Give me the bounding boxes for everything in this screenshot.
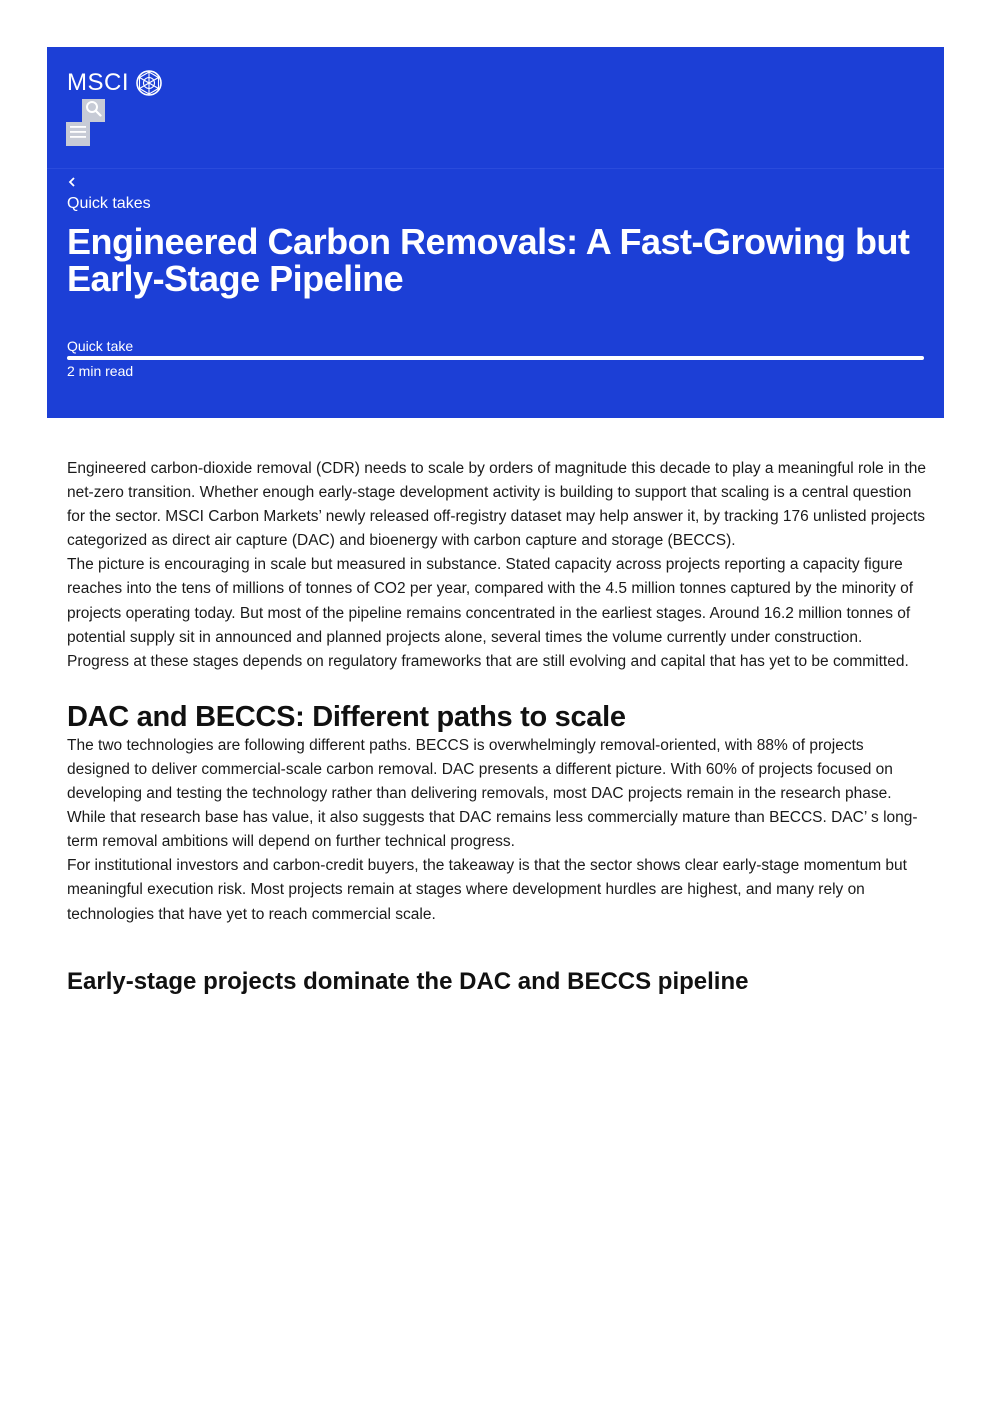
breadcrumb-quick-takes[interactable]: Quick takes xyxy=(67,195,151,212)
chart-section-heading: Early-stage projects dominate the DAC and BECCS pipeline xyxy=(67,967,749,995)
divider xyxy=(67,356,924,360)
paragraph-research: While that research base has value, it also suggests that DAC remains less commercially mature than BECCS. DAC’ s long-term removal ambitions will depend on further technical progress. xyxy=(67,809,918,851)
read-time: 2 min read xyxy=(67,363,134,379)
section-heading: DAC and BECCS: Different paths to scale xyxy=(67,700,626,733)
menu-button[interactable] xyxy=(66,122,90,146)
paragraph-paths: The two technologies are following different paths. BECCS is overwhelmingly removal-oriented, with 88% of projects designed to deliver commercial-scale carbon removal. DAC presents a different picture. With 60% of projects focused on developing and testing the technology rather than delivering removals, most DAC projects remain in the research phase. xyxy=(67,736,893,803)
logo-text: MSCI xyxy=(67,69,129,96)
site-header xyxy=(47,47,944,168)
search-icon xyxy=(85,100,102,122)
paragraph-takeaway: For institutional investors and carbon-credit buyers, the takeaway is that the sector shows clear early-stage momentum but meaningful execution risk. Most projects remain at stages where development hurdles are highest, and many rely on technologies that have yet to reach commercial scale. xyxy=(67,857,907,923)
msci-logo[interactable] xyxy=(67,69,163,97)
search-button[interactable] xyxy=(82,99,105,122)
article-hero xyxy=(47,168,944,418)
page-title: Engineered Carbon Removals: A Fast-Growing but Early-Stage Pipeline xyxy=(67,221,910,299)
hamburger-menu-icon xyxy=(69,124,87,145)
article-body xyxy=(67,457,927,997)
globe-icon xyxy=(135,69,163,97)
paragraph-intro: Engineered carbon-dioxide removal (CDR) needs to scale by orders of magnitude this decade to play a meaningful role in the net-zero transition. Whether enough early-stage development activity is building to support that scaling is a central question for the sector. MSCI Carbon Markets’ newly released off-registry dataset may help answer it, by tracking 176 unlisted projects categorized as direct air capture (DAC) and bioenergy with carbon capture and storage (BECCS). xyxy=(67,460,927,550)
chevron-left-icon[interactable] xyxy=(67,175,77,192)
content-type-tag[interactable]: Quick take xyxy=(67,338,134,354)
paragraph-scale: The picture is encouraging in scale but measured in substance. Stated capacity across projects reporting a capacity figure reaches into the tens of millions of tonnes of CO2 per year, compared with the 4.5 million tonnes captured by the minority of projects operating today. But most of the pipeline remains concentrated in the earliest stages. Around 16.2 million tonnes of potential supply sit in announced and planned projects alone, several times the volume currently under construction. Progress at these stages depends on regulatory frameworks that are still evolving and capital that has yet to be committed. xyxy=(67,556,914,670)
